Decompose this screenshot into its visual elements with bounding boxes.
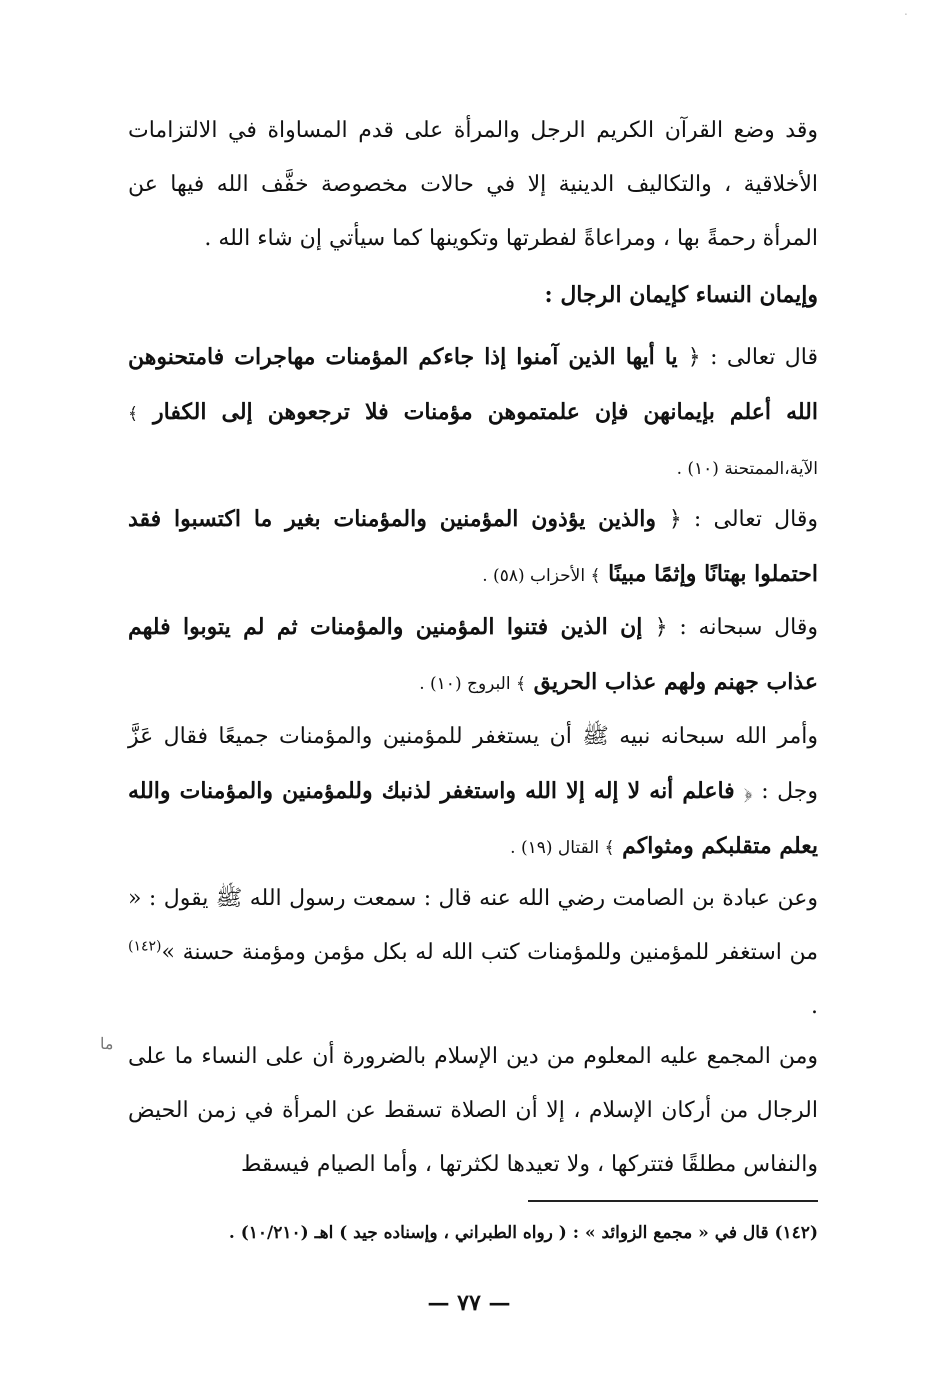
section-heading: وإيمان النساء كإيمان الرجال : <box>544 282 818 308</box>
paragraph-ahzab <box>128 492 860 603</box>
paragraph-pillars: ومن المجمع عليه المعلوم من دين الإسلام بالضرورة أن على النساء ما على الرجال من أركان الإسلام ، إلا أن الصلاة تسقط عن المرأة في زمن الحيض والنفاس مطلقًا فتتركها ، ولا تعيدها لكثرتها ، وأما الصيام فيسقط <box>128 1044 818 1177</box>
verse-reference: ﴾ الآية،الممتحنة (١٠) . <box>128 404 818 479</box>
quran-verse: فاعلم أنه لا إله إلا الله واستغفر لذنبك وللمؤمنين والمؤمنات والله يعلم متقلبكم ومثواكم <box>128 778 818 859</box>
margin-mark: ما <box>100 1034 114 1053</box>
verse-reference: ﴾ البروج (١٠) . <box>419 674 526 694</box>
footnote-marker: (١٤٢) <box>128 938 162 955</box>
hadith-text: وعن عبادة بن الصامت رضي الله عنه قال : سمعت رسول الله ﷺ يقول : « من استغفر للمؤمنين وللمؤمنات كتب الله له بكل مؤمن ومؤمنة حسنة » <box>128 886 818 965</box>
paragraph-buruj <box>128 600 860 711</box>
paragraph-equality: وقد وضع القرآن الكريم الرجل والمرأة على قدم المساواة في الالتزامات الأخلاقية ، والتكاليف الدينية إلا في حالات مخصوصة خفَّف الله فيها عن المرأة رحمةً بها ، ومراعاةً لفطرتها وتكوينها كما سيأتي إن شاء الله . <box>128 118 818 251</box>
footnote: (١٤٢) قال في « مجمع الزوائد » : ( رواه الطبراني ، وإسناده جيد ) اهـ (١٠/٢١٠) . <box>228 1223 818 1243</box>
scan-corner-mark: . <box>904 4 908 18</box>
hadith-end: . <box>811 994 818 1019</box>
quran-verse: يا أيها الذين آمنوا إذا جاءكم المؤمنات مهاجرات فامتحنوهن الله أعلم بإيمانهن فإن علمتموهن مؤمنات فلا ترجعوهن إلى الكفار <box>128 344 818 425</box>
quote-intro: قال تعالى : ﴿ <box>687 345 818 370</box>
quote-intro: وأمر الله سبحانه نبيه ﷺ أن يستغفر للمؤمنين والمؤمنات جميعًا فقال عَزَّ وجل : ﴿ <box>128 724 818 804</box>
paragraph-qital <box>128 710 860 875</box>
quote-intro: وقال تعالى : ﴿ <box>668 507 818 532</box>
quran-verse: والذين يؤذون المؤمنين والمؤمنات بغير ما اكتسبوا فقد احتملوا بهتانًا وإثمًا مبينًا <box>128 506 818 587</box>
quote-intro: وقال سبحانه : ﴿ <box>654 615 818 640</box>
page-number: — ٧٧ — <box>427 1290 511 1316</box>
verse-reference: ﴾ القتال (١٩) . <box>510 838 615 858</box>
verse-reference: ﴾ الأحزاب (٥٨) . <box>482 566 601 586</box>
paragraph-mumtahana <box>128 330 860 496</box>
quran-verse: إن الذين فتنوا المؤمنين والمؤمنات ثم لم يتوبوا فلهم عذاب جهنم ولهم عذاب الحريق <box>128 614 818 695</box>
paragraph-hadith <box>128 872 860 1034</box>
footnote-divider <box>528 1200 818 1202</box>
